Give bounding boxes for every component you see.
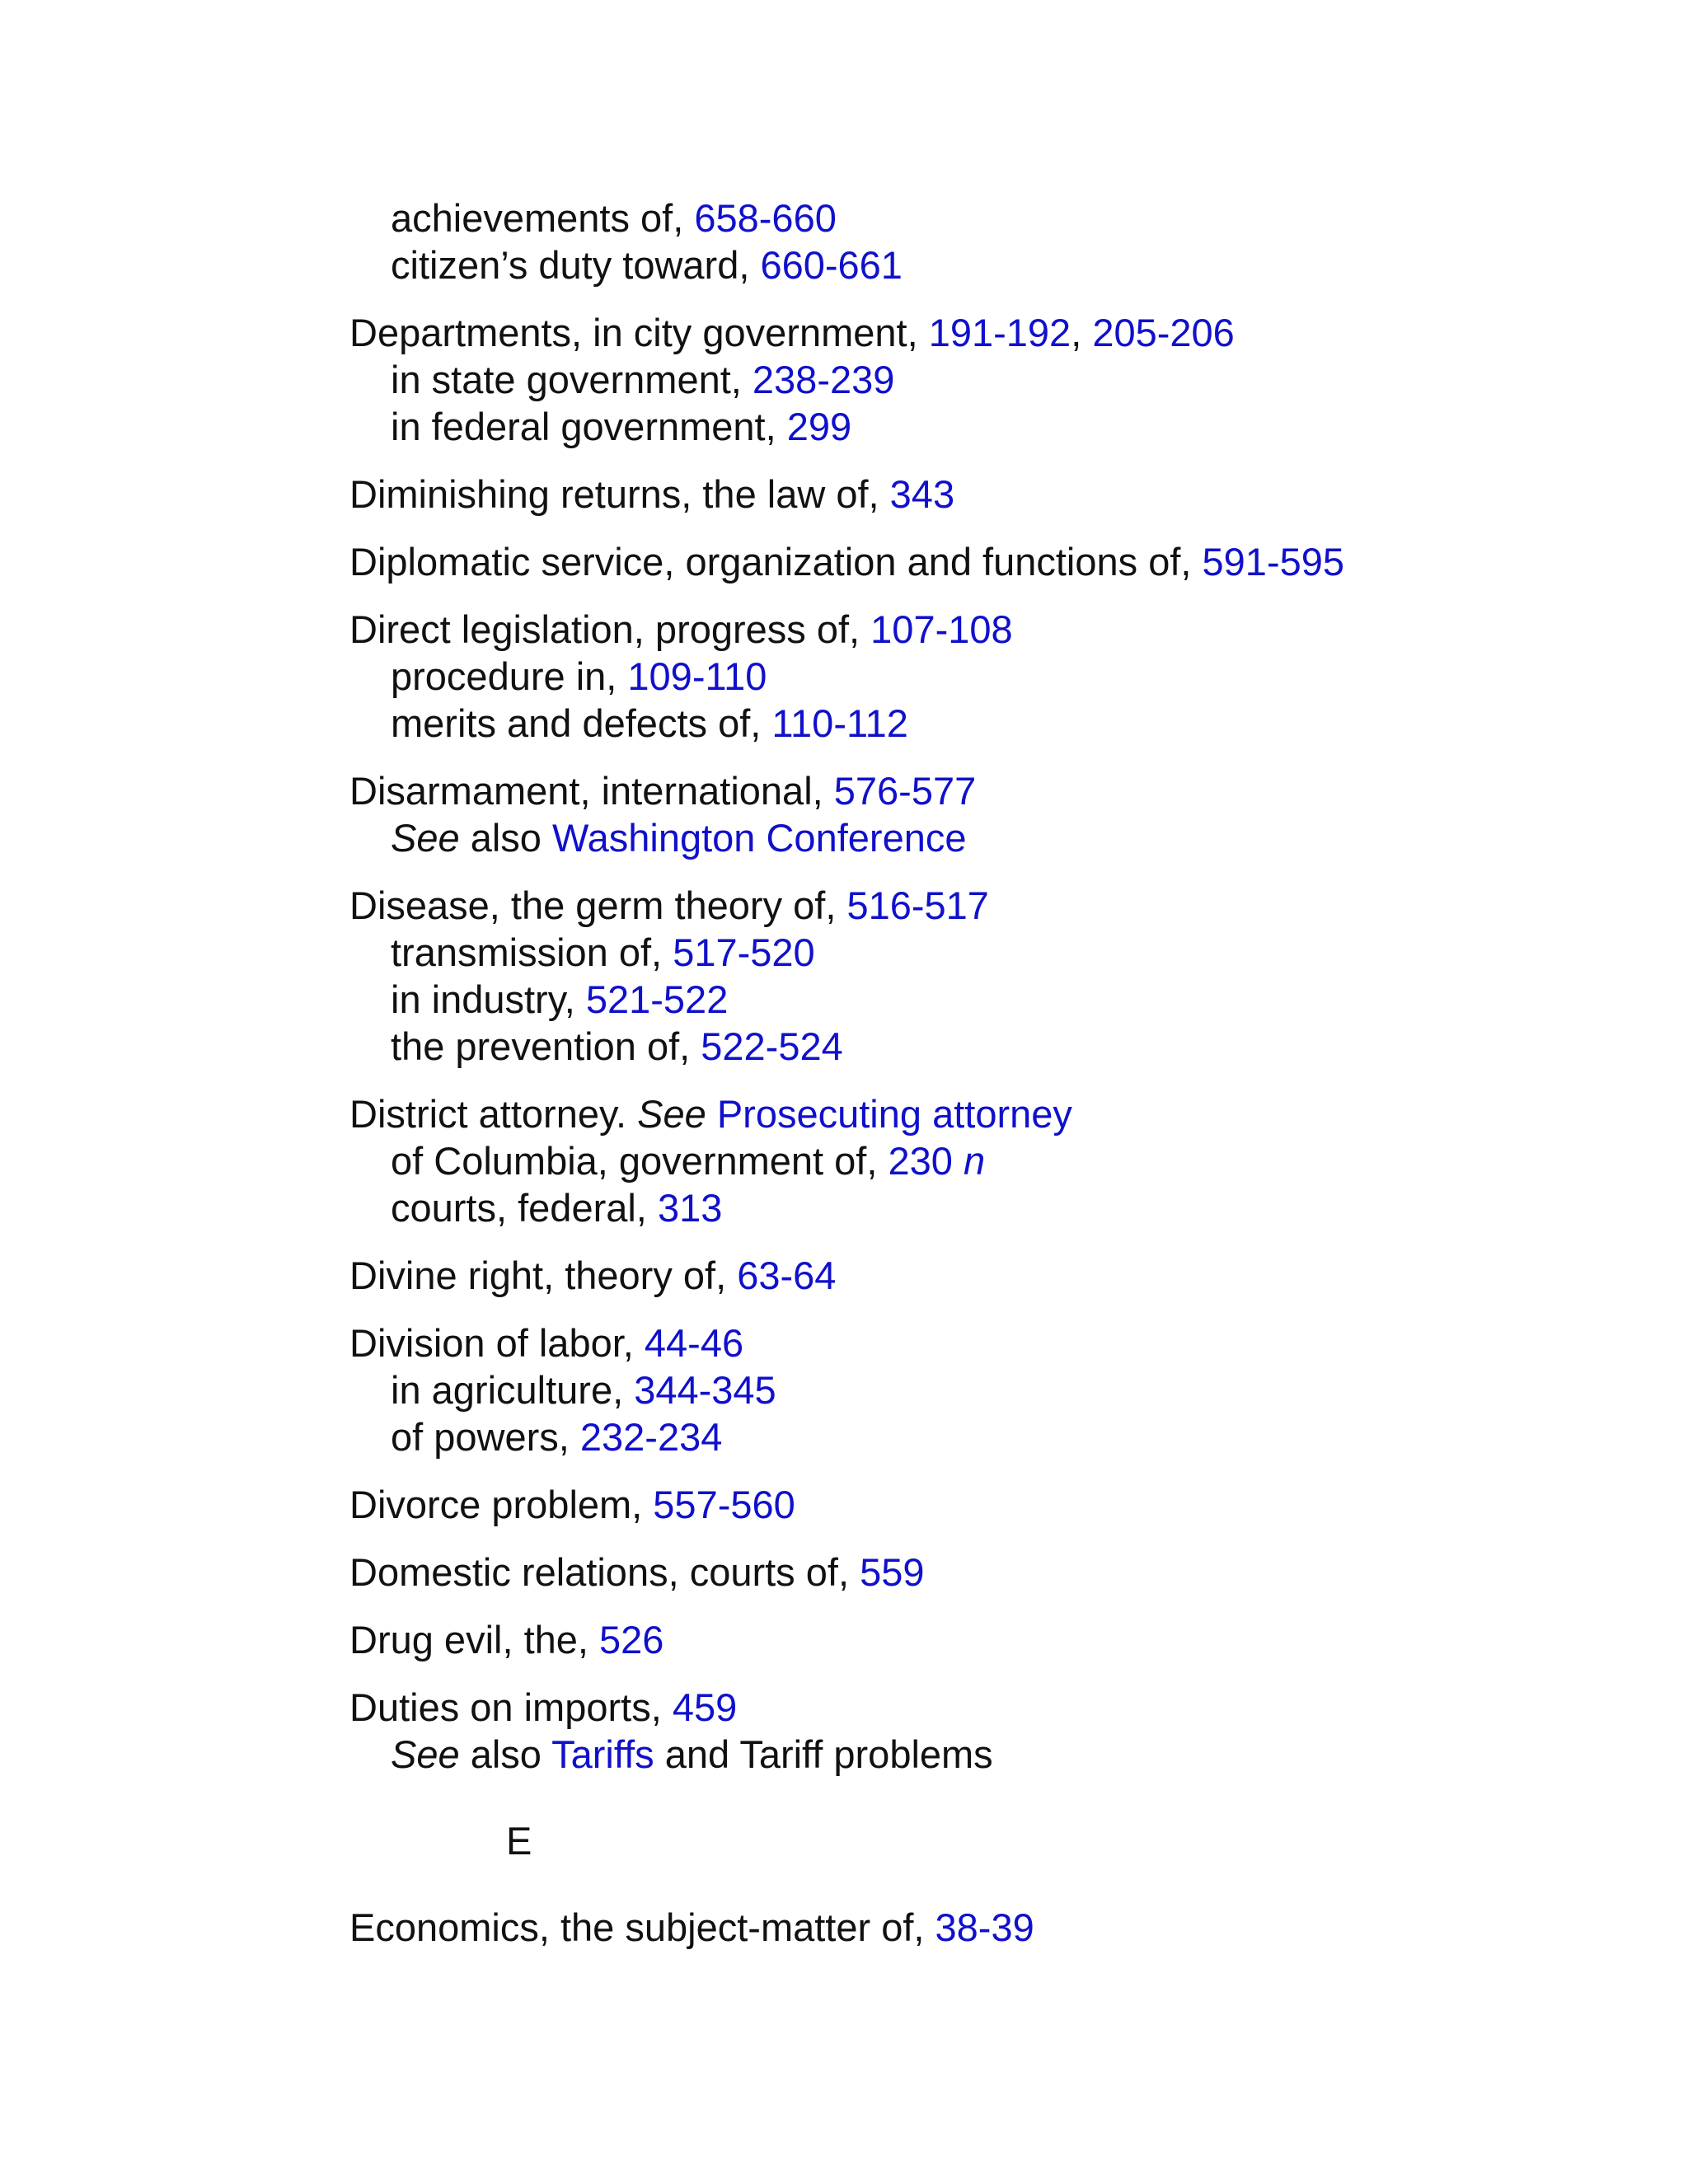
see-label: See	[637, 1092, 706, 1136]
index-subentry	[349, 403, 1635, 450]
index-subentry	[349, 929, 1635, 976]
entry-text: Division of labor,	[349, 1321, 645, 1365]
index-main-line	[349, 1090, 1635, 1137]
index-subentry	[349, 976, 1635, 1023]
page-link[interactable]: 557-560	[653, 1483, 795, 1526]
also-label: also	[459, 816, 552, 860]
index-subentry	[349, 700, 1635, 747]
page-link[interactable]: 521-522	[585, 977, 729, 1021]
page-link[interactable]: 38-39	[935, 1905, 1034, 1949]
entry-text: Divorce problem,	[349, 1483, 654, 1526]
index-main-line	[349, 1616, 1635, 1663]
index-main-line	[349, 882, 1635, 929]
page-link[interactable]: 44-46	[644, 1321, 744, 1365]
entry-text: Divine right, theory of,	[349, 1254, 738, 1297]
page-link[interactable]: 344-345	[634, 1368, 776, 1412]
index-entry-diminishing-returns	[349, 471, 1635, 518]
also-label: also	[459, 1732, 552, 1776]
index-entry-diplomatic-service	[349, 538, 1635, 585]
page-link[interactable]: 516-517	[846, 883, 989, 927]
page-link[interactable]: 110-112	[771, 701, 908, 745]
index-entry-drug-evil	[349, 1616, 1635, 1663]
index-entry-district-attorney	[349, 1090, 1635, 1231]
space	[706, 1092, 717, 1136]
index-main-line	[349, 309, 1635, 356]
page-link[interactable]	[888, 1139, 985, 1183]
index-entry-economics	[349, 1904, 1635, 1951]
subentry-text: procedure in,	[391, 654, 628, 698]
see-label: See	[391, 1732, 460, 1776]
subentry-text: the prevention of,	[391, 1024, 701, 1068]
entry-text: Departments, in city government,	[349, 311, 929, 354]
index-subentry	[349, 194, 1635, 241]
entry-text: Economics, the subject-matter of,	[349, 1905, 935, 1949]
entry-text: Diminishing returns, the law of,	[349, 472, 890, 516]
cross-reference-link[interactable]: Prosecuting attorney	[716, 1092, 1072, 1136]
index-page	[349, 194, 1635, 1971]
index-entry-division-of-labor	[349, 1319, 1635, 1460]
index-subentry	[349, 1184, 1635, 1231]
see-label: See	[391, 816, 460, 860]
page-link[interactable]: 191-192	[928, 311, 1071, 354]
entry-text: Duties on imports,	[349, 1685, 673, 1729]
subentry-text: courts, federal,	[391, 1186, 658, 1230]
entry-text: Disease, the germ theory of,	[349, 883, 847, 927]
entry-text: Disarmament, international,	[349, 769, 834, 813]
entry-text: Drug evil, the,	[349, 1618, 600, 1661]
page-link[interactable]: 591-595	[1202, 540, 1345, 583]
cross-reference-link[interactable]: Tariffs	[551, 1732, 654, 1776]
page-link[interactable]: 63-64	[737, 1254, 837, 1297]
page-link[interactable]: 522-524	[701, 1024, 843, 1068]
page-link[interactable]: 576-577	[833, 769, 977, 813]
subentry-text: achievements of,	[391, 196, 695, 240]
page-link[interactable]: 559	[860, 1550, 925, 1594]
subentry-text: in federal government,	[391, 405, 787, 448]
entry-text: Direct legislation, progress of,	[349, 607, 871, 651]
subentry-text: merits and defects of,	[391, 701, 772, 745]
see-also-line	[349, 1731, 1635, 1778]
index-main-line	[349, 538, 1635, 585]
index-main-line	[349, 767, 1635, 814]
subentry-text: of Columbia, government of,	[391, 1139, 889, 1183]
index-main-line	[349, 1481, 1635, 1528]
page-link[interactable]: 232-234	[579, 1415, 723, 1459]
index-entry-disarmament	[349, 767, 1635, 861]
entry-text: Domestic relations, courts of,	[349, 1550, 860, 1594]
index-subentry	[349, 241, 1635, 288]
page-link[interactable]: 658-660	[694, 196, 837, 240]
page-link[interactable]: 343	[889, 472, 955, 516]
index-subentry	[349, 653, 1635, 700]
index-main-line	[349, 1904, 1635, 1951]
page-link[interactable]: 459	[672, 1685, 738, 1729]
see-also-line	[349, 814, 1635, 861]
index-entry-disease	[349, 882, 1635, 1070]
index-subentry	[349, 1137, 1635, 1184]
index-entry-continuation	[349, 194, 1635, 288]
subentry-text: transmission of,	[391, 930, 673, 974]
page-link[interactable]: 109-110	[627, 654, 767, 698]
index-subentry	[349, 356, 1635, 403]
cross-reference-link[interactable]: Washington Conference	[551, 816, 967, 860]
page-link[interactable]: 238-239	[752, 358, 895, 401]
index-main-line	[349, 1319, 1635, 1366]
index-entry-domestic-relations	[349, 1549, 1635, 1596]
index-main-line	[349, 1684, 1635, 1731]
page-link[interactable]: 517-520	[673, 930, 815, 974]
subentry-text: in agriculture,	[391, 1368, 635, 1412]
index-main-line	[349, 1549, 1635, 1596]
page-link[interactable]: 299	[786, 405, 852, 448]
index-entry-duties-on-imports	[349, 1684, 1635, 1778]
index-subentry	[349, 1023, 1635, 1070]
page-link[interactable]: 205-206	[1092, 311, 1235, 354]
page-link[interactable]: 526	[599, 1618, 664, 1661]
see-also-tail: and Tariff problems	[654, 1732, 993, 1776]
page-number: 230	[888, 1139, 953, 1183]
index-main-line	[349, 1252, 1635, 1299]
index-subentry	[349, 1413, 1635, 1460]
subentry-text: of powers,	[391, 1415, 580, 1459]
index-subentry	[349, 1366, 1635, 1413]
page-link[interactable]: 107-108	[870, 607, 1013, 651]
index-entry-divorce-problem	[349, 1481, 1635, 1528]
entry-text: District attorney.	[349, 1092, 638, 1136]
index-entry-departments	[349, 309, 1635, 450]
index-main-line	[349, 471, 1635, 518]
subentry-text: in state government,	[391, 358, 753, 401]
index-main-line	[349, 606, 1635, 653]
letter-heading: E	[506, 1819, 532, 1863]
page-link[interactable]: 313	[657, 1186, 723, 1230]
separator: ,	[1071, 311, 1093, 354]
entry-text: Diplomatic service, organization and functions of,	[349, 540, 1203, 583]
note-marker: n	[963, 1139, 986, 1183]
index-entry-divine-right	[349, 1252, 1635, 1299]
page-link[interactable]: 660-661	[760, 243, 903, 287]
subentry-text: in industry,	[391, 977, 586, 1021]
index-entry-direct-legislation	[349, 606, 1635, 747]
subentry-text: citizen’s duty toward,	[391, 243, 761, 287]
